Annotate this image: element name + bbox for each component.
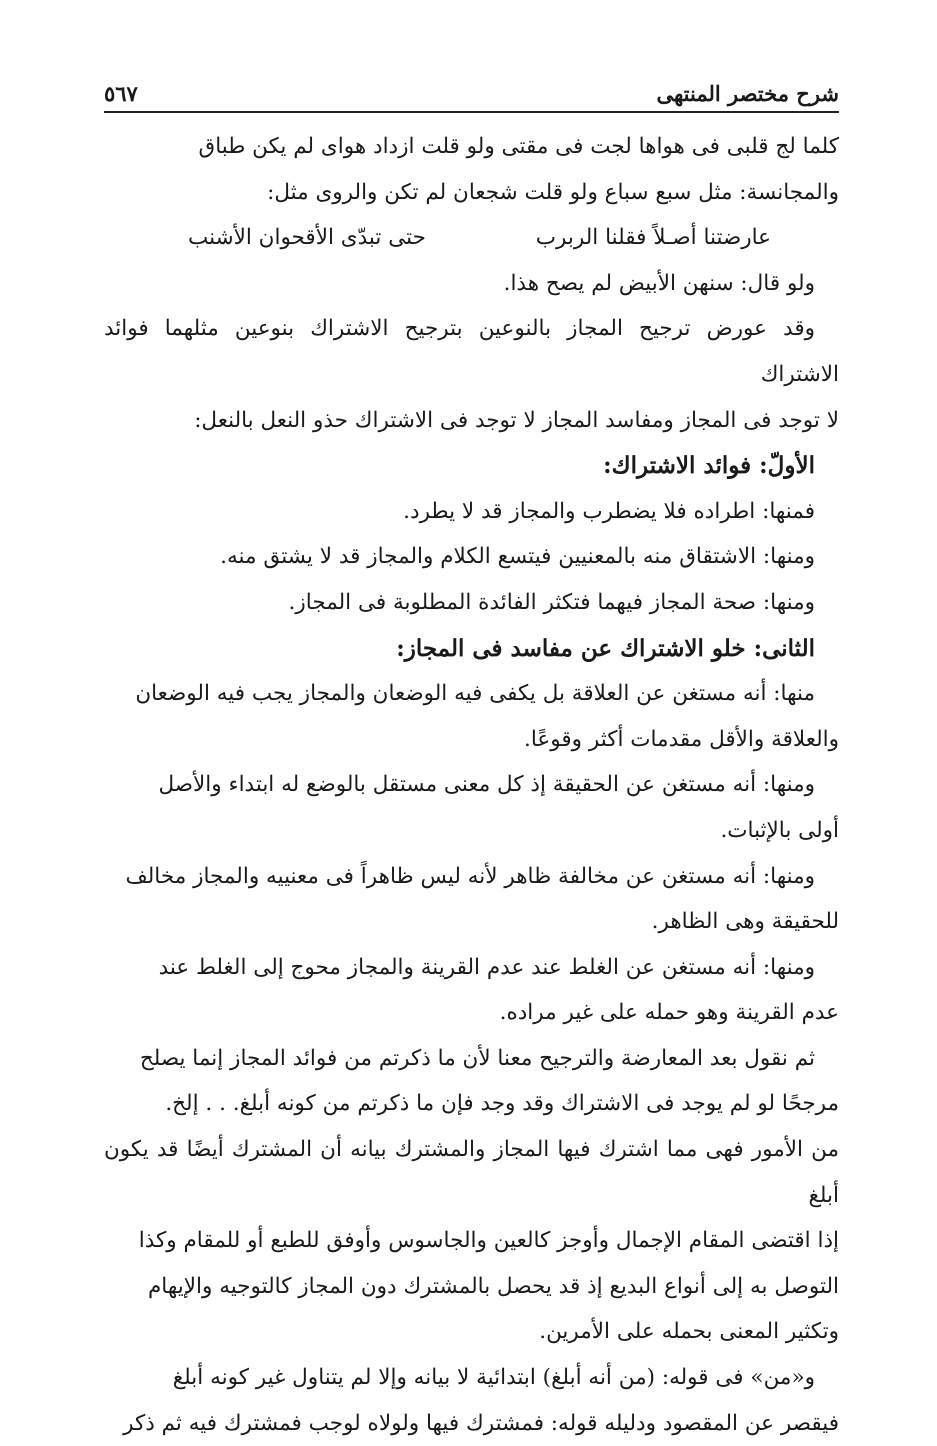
page-number: ٥٦٧ bbox=[104, 81, 138, 106]
text-line: والعلاقة والأقل مقدمات أكثر وقوعًا. bbox=[524, 726, 839, 752]
text-line: والمجانسة: مثل سبع سباع ولو قلت شجعان لم تكن والروى مثل: bbox=[267, 179, 839, 205]
text-line: ومنها: أنه مستغن عن الحقيقة إذ كل معنى مستقل بالوضع له ابتداء والأصل bbox=[158, 772, 815, 798]
text-line: ولو قال: سنهن الأبيض لم يصح هذا. bbox=[503, 270, 815, 296]
text-line: من الأمور فهى مما اشترك فيها المجاز والمشترك بيانه أن المشترك أيضًا قد يكون أبلغ bbox=[104, 1137, 839, 1208]
text-line: ومنها: أنه مستغن عن الغلط عند عدم القرينة والمجاز محوج إلى الغلط عند bbox=[158, 954, 815, 980]
text-line: وتكثير المعنى بحمله على الأمرين. bbox=[539, 1319, 839, 1345]
running-title: شرح مختصر المنتهى bbox=[656, 81, 839, 106]
text-line: كلما لج قلبى فى هواها لجت فى مقتى ولو قلت ازداد هواى لم يكن طباق bbox=[198, 134, 839, 159]
text-line: عدم القرينة وهو حمله على غير مراده. bbox=[499, 1000, 839, 1026]
verse-first-hemistich: عارضتنا أصـلاً فقلنا الربرب bbox=[535, 225, 771, 251]
poetry-verse bbox=[104, 215, 839, 261]
text-line: مرجحًا لو لم يوجد فى الاشتراك وقد وجد فإن ما ذكرتم من كونه أبلغ. . . إلخ. bbox=[165, 1091, 839, 1117]
text-line: للحقيقة وهى الظاهر. bbox=[651, 909, 839, 935]
verse-second-hemistich: حتى تبدّى الأقحوان الأشنب bbox=[188, 225, 426, 251]
text-line: منها: أنه مستغن عن العلاقة بل يكفى فيه الوضعان والمجاز يجب فيه الوضعان bbox=[135, 681, 815, 707]
text-line: التوصل به إلى أنواع البديع إذ قد يحصل بالمشترك دون المجاز كالتوجيه والإيهام bbox=[147, 1273, 839, 1299]
text-line: ومنها: الاشتقاق منه بالمعنيين فيتسع الكلام والمجاز قد لا يشتق منه. bbox=[220, 544, 815, 570]
text-line: فيقصر عن المقصود ودليله قوله: فمشترك فيها ولولاه لوجب فمشترك فيه ثم ذكر bbox=[123, 1410, 839, 1436]
header-rule bbox=[104, 111, 839, 113]
text-line: أولى بالإثبات. bbox=[720, 817, 839, 843]
text-line: ثم نقول بعد المعارضة والترجيح معنا لأن ما ذكرتم من فوائد المجاز إنما يصلح bbox=[139, 1045, 815, 1071]
running-header bbox=[104, 72, 839, 106]
text-line: ومنها: أنه مستغن عن مخالفة ظاهر لأنه ليس ظاهراً فى معنييه والمجاز مخالف bbox=[125, 863, 815, 889]
section-heading: الثانى: خلو الاشتراك عن مفاسد فى المجاز: bbox=[396, 634, 815, 662]
text-line: لا توجد فى المجاز ومفاسد المجاز لا توجد فى الاشتراك حذو النعل بالنعل: bbox=[194, 407, 839, 433]
text-line: ومنها: صحة المجاز فيهما فتكثر الفائدة المطلوبة فى المجاز. bbox=[288, 589, 815, 615]
section-heading: الأولّ: فوائد الاشتراك: bbox=[603, 452, 815, 480]
text-line: إذا اقتضى المقام الإجمال وأوجز كالعين والجاسوس وأوفق للطبع أو للمقام وكذا bbox=[138, 1228, 839, 1254]
text-line: و«من» فى قوله: (من أنه أبلغ) ابتدائية لا بيانه وإلا لم يتناول غير كونه أبلغ bbox=[172, 1365, 815, 1391]
text-line: فمنها: اطراده فلا يضطرب والمجاز قد لا يطرد. bbox=[403, 498, 815, 524]
main-text bbox=[104, 124, 839, 1446]
text-line: وقد عورض ترجيح المجاز بالنوعين بترجيح الاشتراك بنوعين مثلهما فوائد الاشتراك bbox=[104, 316, 839, 387]
